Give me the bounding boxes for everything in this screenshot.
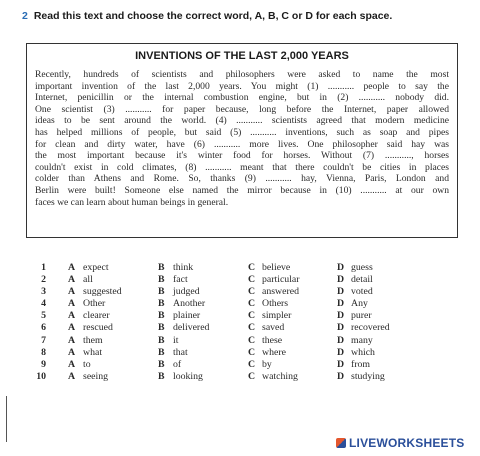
option-d[interactable]: studying (351, 370, 385, 382)
option-c[interactable]: these (262, 334, 283, 346)
option-letter-d: D (337, 322, 345, 334)
exercise-instruction (22, 10, 392, 22)
option-letter-c: C (248, 286, 256, 298)
option-d[interactable]: detail (351, 274, 373, 286)
option-d[interactable]: guess (351, 262, 373, 273)
question-number: 8 (41, 346, 46, 358)
option-d[interactable]: Any (351, 298, 368, 310)
option-letter-b: B (158, 274, 165, 286)
option-letter-c: C (248, 298, 256, 310)
passage-line: Internet, penicillin or the internal combustion engine, but in (2) ........... nobody did. (35, 92, 449, 104)
option-b[interactable]: it (173, 334, 179, 346)
option-letter-a: A (68, 322, 76, 334)
option-letter-b: B (158, 310, 165, 322)
question-number: 7 (41, 334, 46, 346)
passage-box (26, 43, 458, 238)
option-letter-b: B (158, 262, 165, 273)
option-letter-a: A (68, 370, 76, 382)
option-letter-c: C (248, 310, 256, 322)
passage-line: the most important because it's winter food for horses. Without (7) ..........., horses (35, 150, 449, 162)
passage-line: for clean and dirty water, have (6) ........... more lives. One philosopher said hay was (35, 138, 449, 150)
passage-line: has helped millions of people, but said (5) ........... inventions, such as soap and pipes (35, 126, 449, 138)
passage-line: couldn't exist in cold climates, (8) ........... meant that there couldn't be cities in places (35, 161, 449, 173)
option-letter-d: D (337, 310, 345, 322)
exercise-number: 2 (22, 10, 28, 22)
question-number: 3 (41, 286, 46, 298)
question-number: 10 (36, 370, 46, 382)
passage-line: important invention of the last 2,000 years. You might (1) ........... people to say the (35, 80, 449, 92)
option-b[interactable]: looking (173, 370, 203, 382)
question-number: 5 (41, 310, 46, 322)
option-a[interactable]: suggested (83, 286, 122, 298)
option-c[interactable]: answered (262, 286, 299, 298)
option-a[interactable]: Other (83, 298, 106, 310)
option-letter-c: C (248, 274, 256, 286)
option-d[interactable]: recovered (351, 322, 390, 334)
option-letter-c: C (248, 358, 256, 370)
option-d[interactable]: purer (351, 310, 372, 322)
option-c[interactable]: by (262, 358, 272, 370)
option-letter-b: B (158, 298, 165, 310)
option-letter-c: C (248, 370, 256, 382)
option-letter-a: A (68, 274, 76, 286)
option-c[interactable]: where (262, 346, 286, 358)
question-number: 9 (41, 358, 46, 370)
option-a[interactable]: to (83, 358, 91, 370)
option-letter-a: A (68, 262, 76, 273)
option-b[interactable]: think (173, 262, 194, 273)
passage-line: ideas to be sent around the world. (4) ........... scientists agreed that modern medicine (35, 115, 449, 127)
option-b[interactable]: delivered (173, 322, 210, 334)
option-letter-a: A (68, 346, 76, 358)
option-a[interactable]: all (83, 274, 93, 286)
option-a[interactable]: what (83, 346, 103, 358)
question-number: 6 (41, 322, 46, 334)
option-letter-d: D (337, 370, 345, 382)
option-letter-b: B (158, 322, 165, 334)
option-b[interactable]: plainer (173, 310, 201, 322)
option-c[interactable]: particular (262, 274, 300, 286)
option-b[interactable]: that (173, 346, 188, 358)
option-d[interactable]: many (351, 334, 373, 346)
passage-line: Berlin were built! Someone else named the mirror because in (10) ........... at our own (35, 184, 449, 196)
option-c[interactable]: watching (262, 370, 298, 382)
option-letter-c: C (248, 322, 256, 334)
option-letter-a: A (68, 358, 76, 370)
option-d[interactable]: voted (351, 286, 373, 298)
option-a[interactable]: clearer (83, 310, 110, 322)
option-letter-c: C (248, 346, 256, 358)
question-number: 2 (41, 274, 46, 286)
option-letter-d: D (337, 346, 345, 358)
option-b[interactable]: of (173, 358, 182, 370)
option-c[interactable]: simpler (262, 310, 292, 322)
passage-line: Recently, hundreds of scientists and philosophers were asked to name the most (35, 69, 449, 80)
option-c[interactable]: saved (262, 322, 285, 334)
option-letter-d: D (337, 262, 345, 273)
option-letter-d: D (337, 274, 345, 286)
option-b[interactable]: Another (173, 298, 206, 310)
question-number: 1 (41, 262, 46, 273)
passage-line: faces we can learn about human beings in general. (35, 196, 229, 208)
option-d[interactable]: from (351, 358, 371, 370)
option-letter-b: B (158, 346, 165, 358)
option-a[interactable]: rescued (83, 322, 113, 334)
option-a[interactable]: them (83, 334, 103, 346)
option-letter-c: C (248, 334, 256, 346)
option-a[interactable]: seeing (83, 370, 109, 382)
passage-body (35, 69, 449, 208)
option-d[interactable]: which (351, 346, 375, 358)
option-letter-a: A (68, 310, 76, 322)
option-letter-d: D (337, 298, 345, 310)
liveworksheets-logo-icon (336, 438, 346, 448)
option-letter-b: B (158, 286, 165, 298)
logo-text: LIVEWORKSHEETS (349, 436, 465, 450)
option-letter-a: A (68, 298, 76, 310)
option-letter-a: A (68, 286, 76, 298)
question-number: 4 (41, 298, 46, 310)
option-b[interactable]: fact (173, 274, 188, 286)
margin-rule (6, 396, 7, 442)
passage-line: One scientist (3) ........... for paper because, long before the Internet, paper allowed (35, 103, 449, 115)
passage-line: colder than Athens and Rome. So, thanks (9) ........... hay, Vienna, Paris, London and (35, 173, 449, 185)
option-letter-b: B (158, 334, 165, 346)
option-letter-a: A (68, 334, 76, 346)
option-letter-b: B (158, 370, 165, 382)
option-a[interactable]: expect (83, 262, 109, 273)
option-letter-c: C (248, 262, 256, 273)
option-letter-d: D (337, 358, 345, 370)
option-letter-d: D (337, 334, 345, 346)
option-letter-d: D (337, 286, 345, 298)
liveworksheets-logo (336, 436, 464, 450)
option-c[interactable]: Others (262, 298, 289, 310)
option-b[interactable]: judged (173, 286, 200, 298)
option-letter-b: B (158, 358, 165, 370)
option-c[interactable]: believe (262, 262, 291, 273)
instruction-text: Read this text and choose the correct word, A, B, C or D for each space. (33, 10, 393, 22)
passage-title: INVENTIONS OF THE LAST 2,000 YEARS (135, 50, 349, 62)
